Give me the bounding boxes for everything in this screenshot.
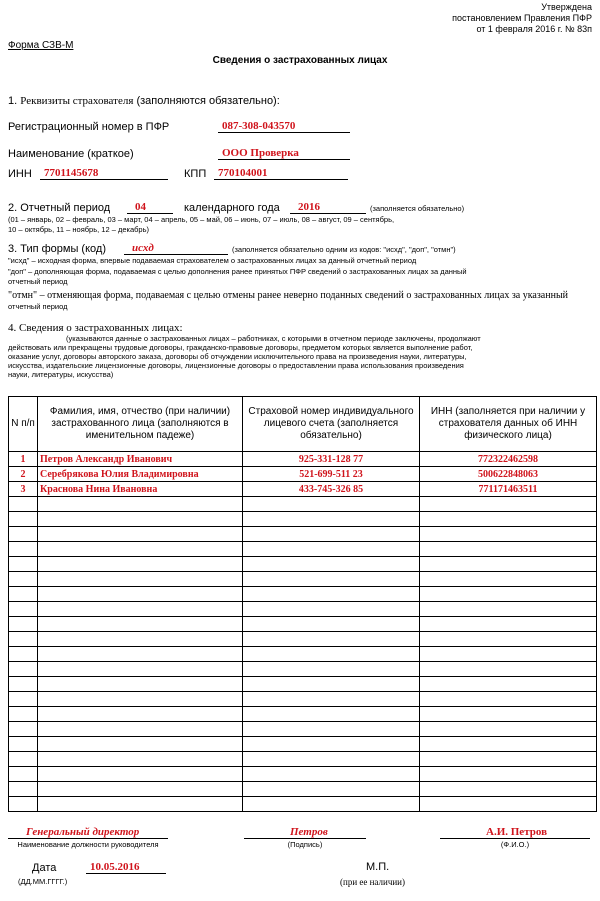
- cell-empty: [38, 527, 243, 542]
- table-row-empty: [9, 662, 597, 677]
- reg-number-field: 087-308-043570: [218, 120, 350, 133]
- year-label: календарного года: [184, 202, 280, 214]
- cell-empty: [38, 782, 243, 797]
- signature-field: Петров: [244, 826, 366, 839]
- cell-empty: [38, 587, 243, 602]
- table-row: [9, 482, 597, 497]
- cell-empty: [38, 692, 243, 707]
- cell-fio: Петров Александр Иванович: [38, 452, 243, 467]
- section-1-heading: 1. Реквизиты страхователя (заполняются обязательно):: [8, 95, 280, 107]
- cell-number: 1: [9, 452, 38, 467]
- cell-empty: [9, 497, 38, 512]
- cell-empty: [420, 632, 597, 647]
- inn-field: 7701145678: [40, 167, 168, 180]
- cell-empty: [243, 527, 420, 542]
- fio-label: (Ф.И.О.): [500, 840, 530, 849]
- document-title: Сведения о застрахованных лицах: [212, 55, 388, 66]
- cell-empty: [9, 557, 38, 572]
- table-row-empty: [9, 707, 597, 722]
- cell-empty: [420, 572, 597, 587]
- reg-number-label: Регистрационный номер в ПФР: [8, 121, 170, 133]
- cell-empty: [420, 677, 597, 692]
- table-row-empty: [9, 572, 597, 587]
- period-label: 2. Отчетный период: [8, 202, 111, 214]
- cell-empty: [9, 722, 38, 737]
- cell-empty: [420, 542, 597, 557]
- table-row-empty: [9, 767, 597, 782]
- cell-empty: [38, 647, 243, 662]
- cell-empty: [9, 647, 38, 662]
- cell-empty: [9, 752, 38, 767]
- form-name: Форма СЗВ-М: [8, 40, 74, 51]
- insured-persons-table: [8, 396, 597, 812]
- cell-empty: [9, 692, 38, 707]
- cell-empty: [420, 707, 597, 722]
- kpp-field: 770104001: [214, 167, 348, 180]
- cell-empty: [420, 767, 597, 782]
- cell-empty: [38, 722, 243, 737]
- table-row-empty: [9, 692, 597, 707]
- cell-empty: [38, 557, 243, 572]
- cell-empty: [420, 662, 597, 677]
- cell-empty: [38, 512, 243, 527]
- cell-fio: Краснова Нина Ивановна: [38, 482, 243, 497]
- short-name-field: ООО Проверка: [218, 147, 350, 160]
- cell-empty: [9, 572, 38, 587]
- cell-empty: [9, 782, 38, 797]
- cell-empty: [9, 677, 38, 692]
- table-row: [9, 467, 597, 482]
- table-row-empty: [9, 497, 597, 512]
- cell-empty: [420, 512, 597, 527]
- inn-label: ИНН: [8, 168, 32, 180]
- stamp-note: (при ее наличии): [340, 877, 405, 887]
- header-inn: ИНН (заполняется при наличии у страхователя данных об ИНН физического лица): [420, 397, 597, 452]
- cell-empty: [420, 617, 597, 632]
- section-4-description: (указываются данные о застрахованных лицах – работниках, с которыми в отчетном периоде заключены, продолжают действовать или прекращены трудовые договоры, гражданско-правовые договоры, предметом которых является выполнение работ, оказание услуг, договоры авторского заказа, договоры об отчуждении исключительного права на произведения науки, литературы, искусства, издательские лицензионные договоры, лицензионные договоры о предоставлении права использования произведения науки, литературы, искусства): [8, 334, 481, 379]
- cell-empty: [420, 527, 597, 542]
- cell-empty: [9, 617, 38, 632]
- date-label: Дата: [32, 862, 57, 874]
- cell-empty: [420, 782, 597, 797]
- cell-empty: [243, 557, 420, 572]
- cell-inn: 771171463511: [420, 482, 597, 497]
- cell-empty: [9, 797, 38, 812]
- table-row-empty: [9, 647, 597, 662]
- cell-empty: [38, 677, 243, 692]
- cell-empty: [38, 617, 243, 632]
- cell-empty: [38, 737, 243, 752]
- period-codes-2: 10 – октябрь, 11 – ноябрь, 12 – декабрь): [8, 225, 150, 234]
- cell-empty: [9, 602, 38, 617]
- table-row-empty: [9, 542, 597, 557]
- cell-empty: [38, 542, 243, 557]
- cell-inn: 500622848063: [420, 467, 597, 482]
- table-row-empty: [9, 587, 597, 602]
- header-fio: Фамилия, имя, отчество (при наличии) застрахованного лица (заполняются в именительном падеже): [38, 397, 243, 452]
- cell-empty: [243, 542, 420, 557]
- cell-empty: [243, 587, 420, 602]
- cell-empty: [243, 632, 420, 647]
- table-row-empty: [9, 722, 597, 737]
- section-4-heading: 4. Сведения о застрахованных лицах:: [8, 322, 183, 334]
- cell-empty: [243, 722, 420, 737]
- kpp-label: КПП: [184, 168, 207, 180]
- fio-field: А.И. Петров: [440, 826, 590, 839]
- table-row-empty: [9, 677, 597, 692]
- approval-note: Утверждена постановлением Правления ПФР от 1 февраля 2016 г. № 83п: [452, 2, 592, 34]
- cell-empty: [243, 677, 420, 692]
- cell-snils: 521-699-511 23: [243, 467, 420, 482]
- cell-empty: [243, 767, 420, 782]
- table-row: [9, 452, 597, 467]
- date-format-hint: (ДД.ММ.ГГГГ.): [18, 877, 68, 886]
- date-field: 10.05.2016: [86, 861, 166, 874]
- cell-empty: [420, 647, 597, 662]
- cell-empty: [243, 617, 420, 632]
- table-row-empty: [9, 782, 597, 797]
- position-field: Генеральный директор: [8, 826, 168, 839]
- cell-empty: [420, 797, 597, 812]
- cell-empty: [9, 662, 38, 677]
- cell-empty: [38, 602, 243, 617]
- cell-empty: [420, 722, 597, 737]
- table-row-empty: [9, 512, 597, 527]
- cell-empty: [38, 707, 243, 722]
- cell-empty: [420, 587, 597, 602]
- cell-empty: [38, 632, 243, 647]
- table-header-row: [9, 397, 597, 452]
- cell-empty: [243, 497, 420, 512]
- cell-empty: [9, 527, 38, 542]
- cell-empty: [38, 497, 243, 512]
- cell-empty: [243, 512, 420, 527]
- form-type-label: 3. Тип формы (код): [8, 243, 106, 255]
- cell-fio: Серебрякова Юлия Владимировна: [38, 467, 243, 482]
- table-row-empty: [9, 557, 597, 572]
- header-number: N п/п: [9, 397, 38, 452]
- form-type-desc-3: "отмн" – отменяющая форма, подаваемая с целью отмены ранее неверно поданных сведений о застрахованных лицах за указанный: [8, 290, 569, 301]
- cell-empty: [420, 692, 597, 707]
- cell-number: 3: [9, 482, 38, 497]
- cell-empty: [9, 632, 38, 647]
- table-row-empty: [9, 617, 597, 632]
- cell-empty: [420, 497, 597, 512]
- cell-empty: [243, 737, 420, 752]
- period-field: 04: [127, 201, 173, 214]
- form-type-desc-2b: отчетный период: [8, 277, 68, 286]
- cell-empty: [420, 737, 597, 752]
- year-field: 2016: [290, 201, 366, 214]
- cell-empty: [9, 707, 38, 722]
- form-type-desc-2: "доп" – дополняющая форма, подаваемая с целью дополнения ранее принятых ПФР сведений о застрахованных лицах за данный: [8, 267, 467, 276]
- cell-empty: [420, 602, 597, 617]
- table-row-empty: [9, 527, 597, 542]
- cell-empty: [243, 572, 420, 587]
- cell-empty: [243, 782, 420, 797]
- cell-empty: [420, 752, 597, 767]
- signature-label: (Подпись): [287, 840, 323, 849]
- cell-empty: [243, 692, 420, 707]
- cell-empty: [243, 797, 420, 812]
- cell-empty: [9, 767, 38, 782]
- cell-empty: [243, 662, 420, 677]
- cell-empty: [38, 572, 243, 587]
- cell-empty: [420, 557, 597, 572]
- table-row-empty: [9, 602, 597, 617]
- cell-empty: [243, 602, 420, 617]
- header-snils: Страховой номер индивидуального лицевого счета (заполняется обязательно): [243, 397, 420, 452]
- period-codes-1: (01 – январь, 02 – февраль, 03 – март, 04 – апрель, 05 – май, 06 – июнь, 07 – июль, 08 – август, 09 – сентябрь,: [8, 215, 395, 224]
- cell-inn: 772322462598: [420, 452, 597, 467]
- cell-number: 2: [9, 467, 38, 482]
- cell-empty: [38, 797, 243, 812]
- cell-snils: 925-331-128 77: [243, 452, 420, 467]
- cell-empty: [9, 542, 38, 557]
- cell-empty: [9, 737, 38, 752]
- form-type-desc-1: "исхд" – исходная форма, впервые подаваемая страхователем о застрахованных лицах за данный отчетный период: [8, 256, 417, 265]
- table-row-empty: [9, 797, 597, 812]
- form-type-note: (заполняется обязательно одним из кодов: "исхд", "доп", "отмн"): [232, 245, 456, 254]
- table-row-empty: [9, 632, 597, 647]
- cell-empty: [243, 707, 420, 722]
- stamp-label: М.П.: [366, 861, 390, 873]
- short-name-label: Наименование (краткое): [8, 148, 134, 160]
- form-type-field: исхд: [124, 242, 228, 255]
- cell-empty: [38, 752, 243, 767]
- position-label: Наименование должности руководителя: [17, 840, 159, 849]
- cell-empty: [38, 662, 243, 677]
- table-row-empty: [9, 752, 597, 767]
- cell-snils: 433-745-326 85: [243, 482, 420, 497]
- table-row-empty: [9, 737, 597, 752]
- cell-empty: [38, 767, 243, 782]
- form-type-desc-3b: отчетный период: [8, 302, 68, 311]
- cell-empty: [9, 587, 38, 602]
- cell-empty: [243, 752, 420, 767]
- period-note: (заполняется обязательно): [370, 204, 465, 213]
- cell-empty: [9, 512, 38, 527]
- cell-empty: [243, 647, 420, 662]
